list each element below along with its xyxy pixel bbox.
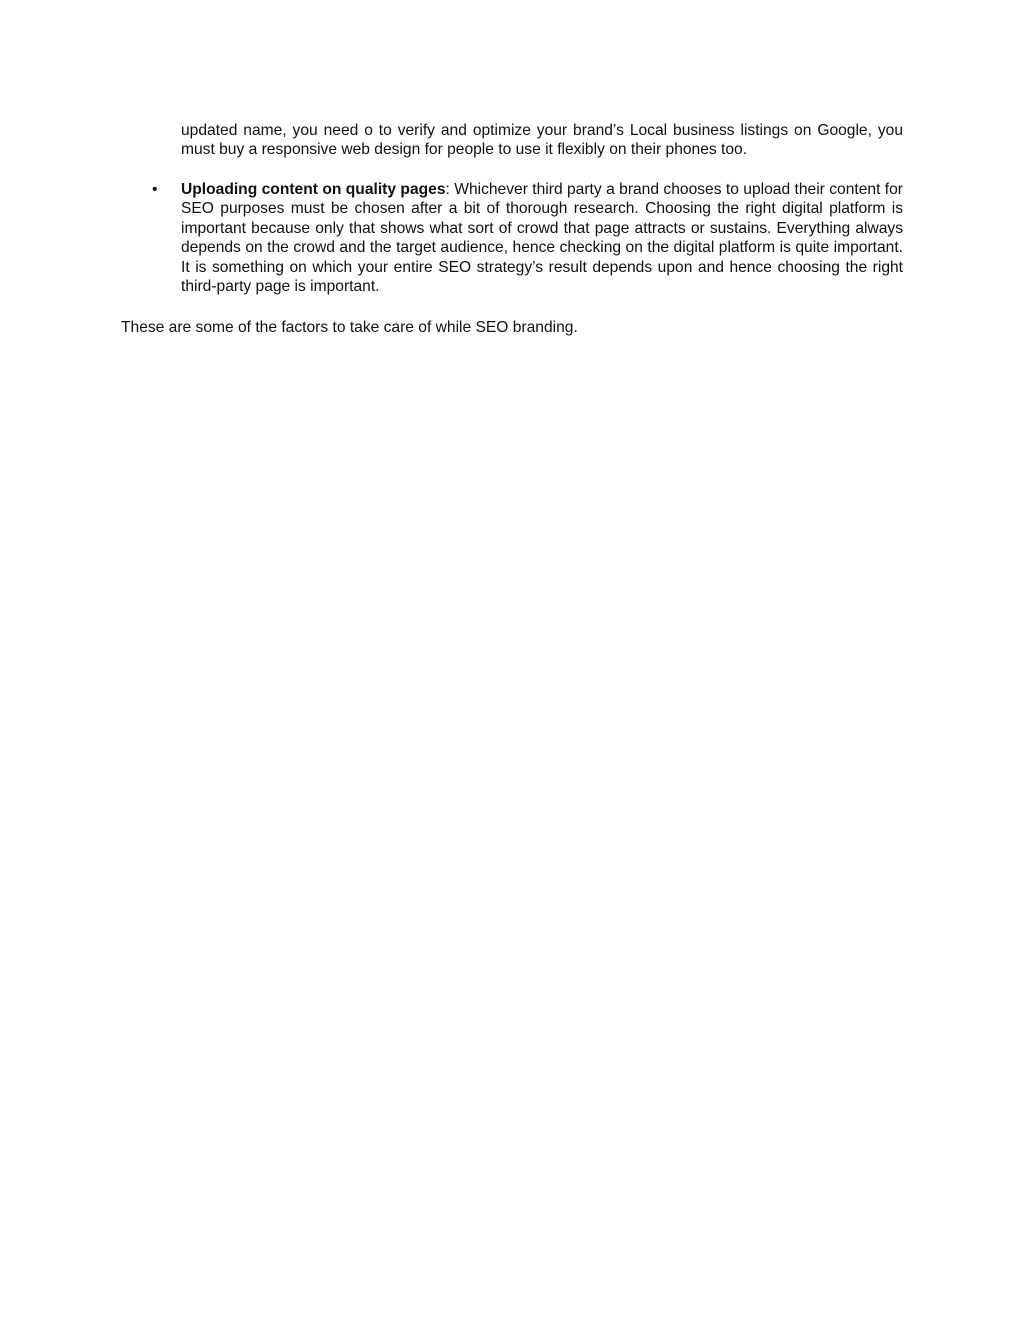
list-item-term: Uploading content on quality pages <box>181 181 446 198</box>
continued-paragraph: updated name, you need o to verify and optimize your brand’s Local business listings on Google, you must buy a responsive web design for people to use it flexibly on their phones too. <box>181 122 903 159</box>
list-item-body: : Whichever third party a brand chooses to upload their content for SEO purposes must be chosen after a bit of thorough research. Choosing the right digital platform is important because only that shows what sort of crowd that page attracts or sustains. Everything always depends on the crowd and the target audience, hence checking on the digital platform is quite important. It is something on which your entire SEO strategy’s result depends upon and hence choosing the right third-party page is important. <box>181 181 904 296</box>
bullet-list <box>121 180 903 296</box>
closing-paragraph: These are some of the factors to take care of while SEO branding. <box>121 319 578 336</box>
list-item <box>121 180 903 296</box>
bullet-icon: • <box>152 181 158 198</box>
